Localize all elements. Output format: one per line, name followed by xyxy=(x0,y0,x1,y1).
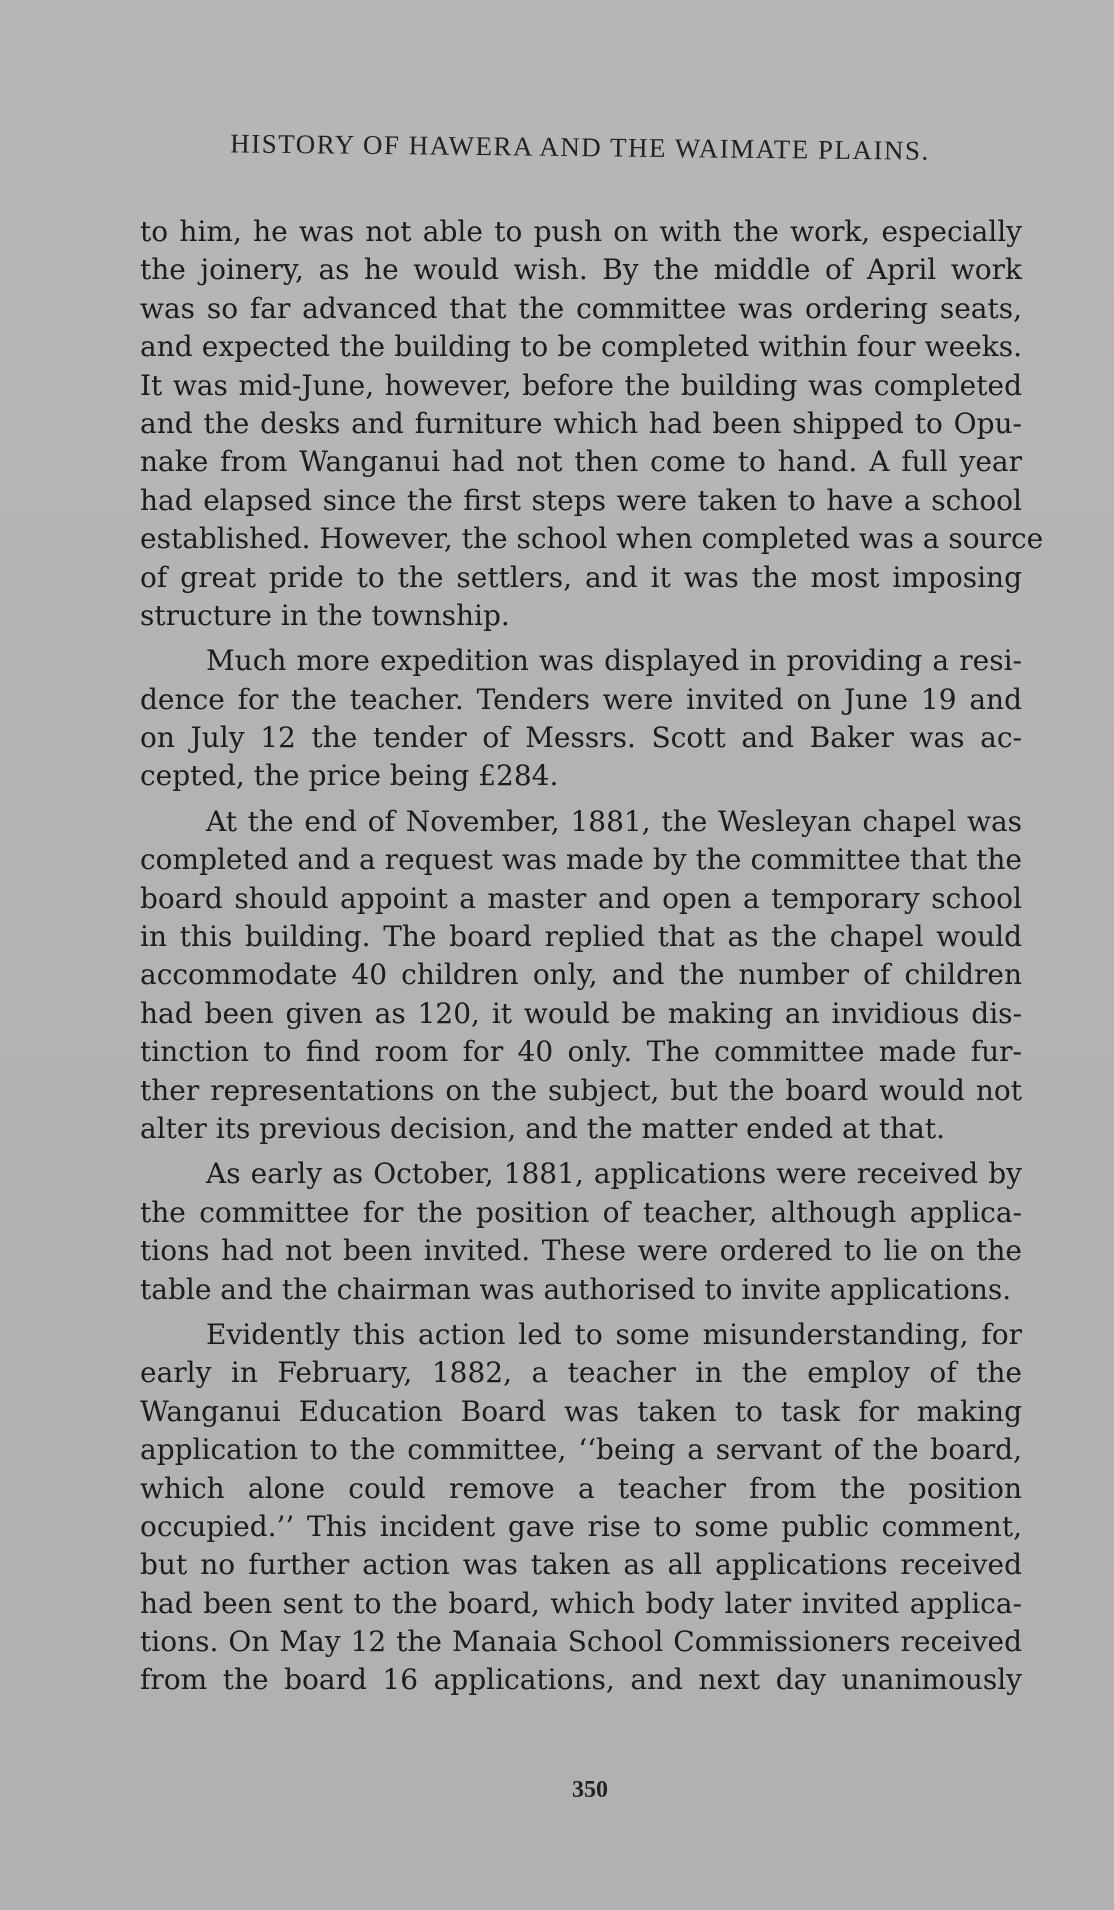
text-line: Much more expedition was displayed in providing a resi- xyxy=(206,644,1022,678)
text-line: the committee for the position of teacher, although applica- xyxy=(140,1195,1022,1229)
text-line: the joinery, as he would wish. By the middle of April work xyxy=(140,253,1022,287)
text-line: tions had not been invited. These were ordered to lie on the xyxy=(140,1234,1022,1268)
page-number: 350 xyxy=(572,1777,608,1803)
text-line: from the board 16 applications, and next day unanimously xyxy=(140,1663,1022,1697)
text-line: in this building. The board replied that as the chapel would xyxy=(140,920,1022,954)
text-line: tinction to find room for 40 only. The committee made fur- xyxy=(140,1035,1022,1069)
paragraph xyxy=(140,1155,1022,1309)
text-line: At the end of November, 1881, the Wesleyan chapel was xyxy=(206,804,1022,838)
text-line: structure in the township. xyxy=(140,598,510,632)
text-line: of great pride to the settlers, and it was the most imposing xyxy=(140,560,1022,594)
text-line: tions. On May 12 the Manaia School Commissioners received xyxy=(140,1625,1022,1659)
text-line: had elapsed since the first steps were taken to have a school xyxy=(140,483,1022,517)
text-line: which alone could remove a teacher from the position xyxy=(140,1471,1022,1505)
paragraph xyxy=(140,642,1022,796)
text-line: dence for the teacher. Tenders were invited on June 19 and xyxy=(140,682,1022,716)
text-line: accommodate 40 children only, and the number of children xyxy=(140,958,1022,992)
text-line: early in February, 1882, a teacher in the employ of the xyxy=(140,1356,1022,1390)
text-line: established. However, the school when completed was a source xyxy=(140,522,1044,556)
text-line: had been sent to the board, which body later invited applica- xyxy=(140,1586,1022,1620)
text-line: Wanganui Education Board was taken to task for making xyxy=(140,1394,1022,1428)
text-line: It was mid-June, however, before the building was completed xyxy=(140,368,1022,402)
text-line: cepted, the price being £284. xyxy=(140,759,559,793)
text-line: to him, he was not able to push on with the work, especially xyxy=(140,215,1022,248)
body-text xyxy=(140,213,1044,1707)
text-line: nake from Wanganui had not then come to hand. A full year xyxy=(140,445,1022,479)
text-line: and expected the building to be completed within four weeks. xyxy=(140,330,1022,364)
paragraph xyxy=(140,803,1022,1149)
text-line: As early as October, 1881, applications were received by xyxy=(206,1157,1022,1191)
text-line: application to the committee, ‘‘being a servant of the board, xyxy=(140,1433,1022,1467)
text-line: on July 12 the tender of Messrs. Scott and Baker was ac- xyxy=(140,721,1022,755)
paragraph xyxy=(140,1316,1022,1700)
text-line: ther representations on the subject, but the board would not xyxy=(140,1073,1022,1107)
text-line: occupied.’’ This incident gave rise to some public comment, xyxy=(140,1509,1022,1543)
text-line: alter its previous decision, and the matter ended at that. xyxy=(140,1111,945,1145)
text-line: board should appoint a master and open a temporary school xyxy=(140,881,1022,915)
running-head: HISTORY OF HAWERA AND THE WAIMATE PLAINS. xyxy=(230,128,930,166)
paragraph xyxy=(140,213,1044,635)
text-line: completed and a request was made by the committee that the xyxy=(140,843,1022,877)
text-line: was so far advanced that the committee was ordering seats, xyxy=(140,291,1022,325)
text-line: but no further action was taken as all applications received xyxy=(140,1548,1022,1582)
text-line: Evidently this action led to some misunderstanding, for xyxy=(206,1317,1022,1351)
text-line: and the desks and furniture which had been shipped to Opu- xyxy=(140,406,1022,440)
text-line: had been given as 120, it would be making an invidious dis- xyxy=(140,996,1022,1030)
text-line: table and the chairman was authorised to invite applications. xyxy=(140,1272,1012,1306)
